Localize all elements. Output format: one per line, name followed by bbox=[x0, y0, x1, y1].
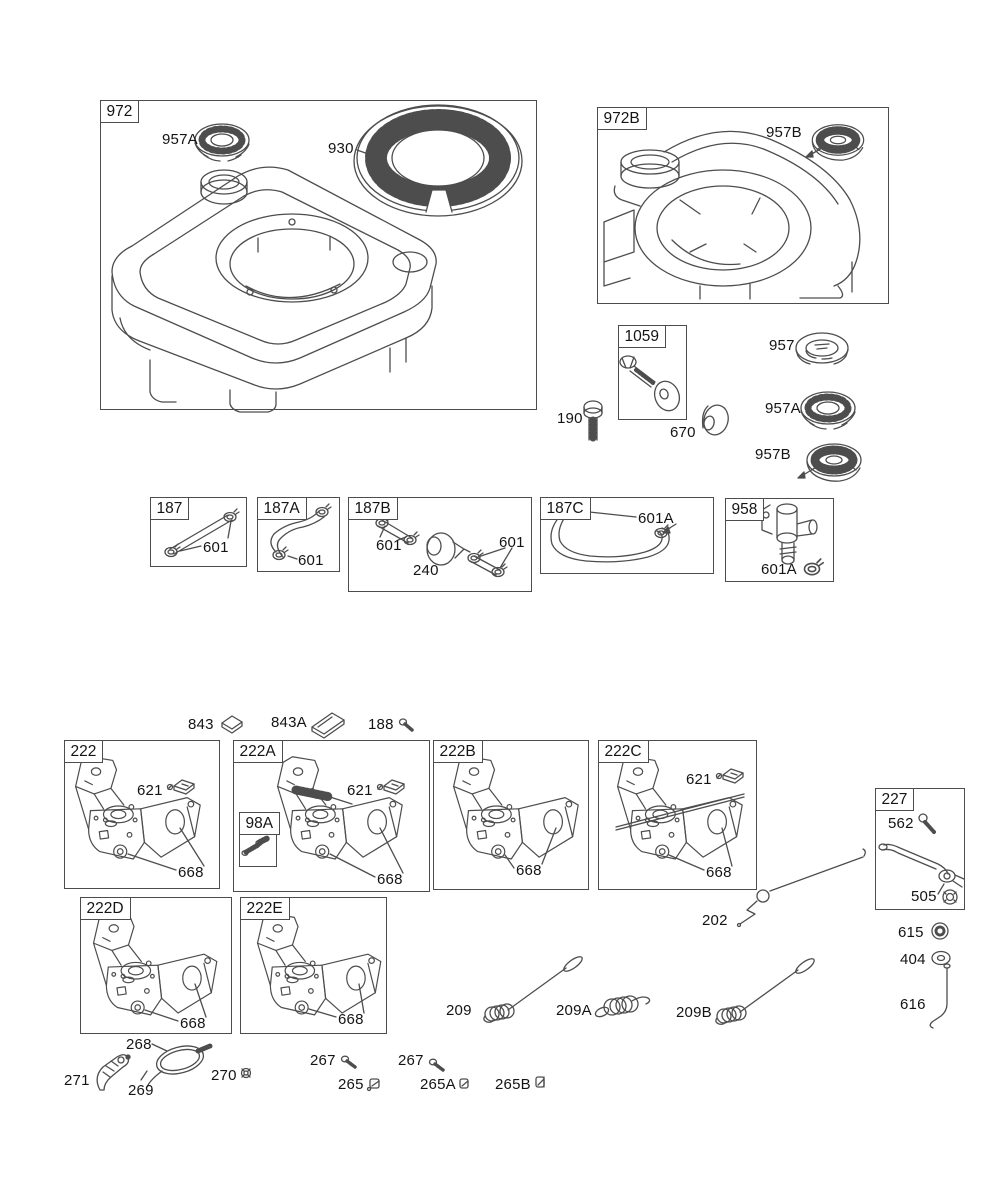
part-label-601: 601 bbox=[499, 534, 525, 551]
part-label-670: 670 bbox=[670, 424, 696, 441]
bolt-190-icon bbox=[584, 401, 602, 440]
box-label: 972 bbox=[100, 100, 140, 123]
part-label-265B: 265B bbox=[495, 1076, 531, 1093]
part-label-621: 621 bbox=[686, 771, 712, 788]
part-box-187C bbox=[540, 497, 714, 574]
part-box-187 bbox=[150, 497, 247, 567]
clip-265B-icon bbox=[536, 1077, 544, 1087]
part-label-271: 271 bbox=[64, 1072, 90, 1089]
box-label: 187 bbox=[150, 497, 190, 520]
part-box-222E bbox=[240, 897, 387, 1034]
part-label-265A: 265A bbox=[420, 1076, 456, 1093]
box-label: 972B bbox=[597, 107, 647, 130]
box-label: 187C bbox=[540, 497, 591, 520]
fuel-cap-957-icon bbox=[796, 333, 848, 364]
part-label-188: 188 bbox=[368, 716, 394, 733]
part-box-222C bbox=[598, 740, 757, 890]
part-label-269: 269 bbox=[128, 1082, 154, 1099]
part-label-957A: 957A bbox=[765, 400, 801, 417]
box-label: 222A bbox=[233, 740, 283, 763]
part-label-601: 601 bbox=[376, 537, 402, 554]
bushing-670-icon bbox=[701, 402, 732, 437]
clip-265-icon bbox=[368, 1079, 380, 1091]
part-label-267: 267 bbox=[310, 1052, 336, 1069]
box-label: 222 bbox=[64, 740, 104, 763]
box-label: 187A bbox=[257, 497, 307, 520]
washer-404-icon bbox=[932, 952, 950, 965]
part-box-98A bbox=[239, 812, 277, 867]
spring-209B-icon bbox=[716, 956, 816, 1024]
crank-rod-616-icon bbox=[930, 964, 950, 1028]
fuel-cap-957B-column-icon bbox=[798, 444, 861, 481]
screw-267-icon bbox=[430, 1059, 444, 1070]
plug-843-icon bbox=[222, 716, 242, 733]
part-label-562: 562 bbox=[888, 815, 914, 832]
part-label-668: 668 bbox=[180, 1015, 206, 1032]
part-label-209A: 209A bbox=[556, 1002, 592, 1019]
fuel-cap-957A-column-icon bbox=[801, 392, 855, 429]
part-label-209: 209 bbox=[446, 1002, 472, 1019]
part-label-621: 621 bbox=[137, 782, 163, 799]
part-label-616: 616 bbox=[900, 996, 926, 1013]
part-label-957A: 957A bbox=[162, 131, 198, 148]
box-label: 222C bbox=[598, 740, 649, 763]
part-box-972B bbox=[597, 107, 889, 304]
part-box-222B bbox=[433, 740, 589, 890]
part-label-668: 668 bbox=[178, 864, 204, 881]
part-label-668: 668 bbox=[338, 1011, 364, 1028]
screw-188-icon bbox=[400, 719, 413, 730]
part-label-265: 265 bbox=[338, 1076, 364, 1093]
part-label-957B: 957B bbox=[755, 446, 791, 463]
part-label-601: 601 bbox=[203, 539, 229, 556]
part-label-209B: 209B bbox=[676, 1004, 712, 1021]
part-label-601: 601 bbox=[298, 552, 324, 569]
part-label-615: 615 bbox=[898, 924, 924, 941]
part-label-957: 957 bbox=[769, 337, 795, 354]
part-label-505: 505 bbox=[911, 888, 937, 905]
part-label-267: 267 bbox=[398, 1052, 424, 1069]
part-label-930: 930 bbox=[328, 140, 354, 157]
box-label: 222D bbox=[80, 897, 131, 920]
box-label: 98A bbox=[239, 812, 281, 835]
box-label: 227 bbox=[875, 788, 915, 811]
part-label-190: 190 bbox=[557, 410, 583, 427]
box-label: 1059 bbox=[618, 325, 666, 348]
box-label: 222E bbox=[240, 897, 290, 920]
nut-270-icon bbox=[242, 1069, 251, 1078]
part-label-957B: 957B bbox=[766, 124, 802, 141]
box-label: 187B bbox=[348, 497, 398, 520]
lever-271-drawing bbox=[97, 1055, 130, 1090]
part-label-621: 621 bbox=[347, 782, 373, 799]
part-label-268: 268 bbox=[126, 1036, 152, 1053]
part-label-601A: 601A bbox=[761, 561, 797, 578]
part-label-240: 240 bbox=[413, 562, 439, 579]
part-label-843A: 843A bbox=[271, 714, 307, 731]
clip-265A-icon bbox=[460, 1079, 468, 1088]
part-label-601A: 601A bbox=[638, 510, 674, 527]
box-label: 958 bbox=[725, 498, 765, 521]
part-label-270: 270 bbox=[211, 1067, 237, 1084]
push-nut-615-icon bbox=[932, 923, 948, 939]
part-label-668: 668 bbox=[706, 864, 732, 881]
part-label-668: 668 bbox=[377, 871, 403, 888]
part-box-1059 bbox=[618, 325, 687, 420]
part-label-404: 404 bbox=[900, 951, 926, 968]
part-label-202: 202 bbox=[702, 912, 728, 929]
part-box-222D bbox=[80, 897, 232, 1034]
spring-209A-icon bbox=[594, 996, 650, 1019]
part-label-843: 843 bbox=[188, 716, 214, 733]
part-label-668: 668 bbox=[516, 862, 542, 879]
plug-843A-icon bbox=[312, 713, 344, 738]
screw-267-icon bbox=[342, 1056, 356, 1067]
box-label: 222B bbox=[433, 740, 483, 763]
